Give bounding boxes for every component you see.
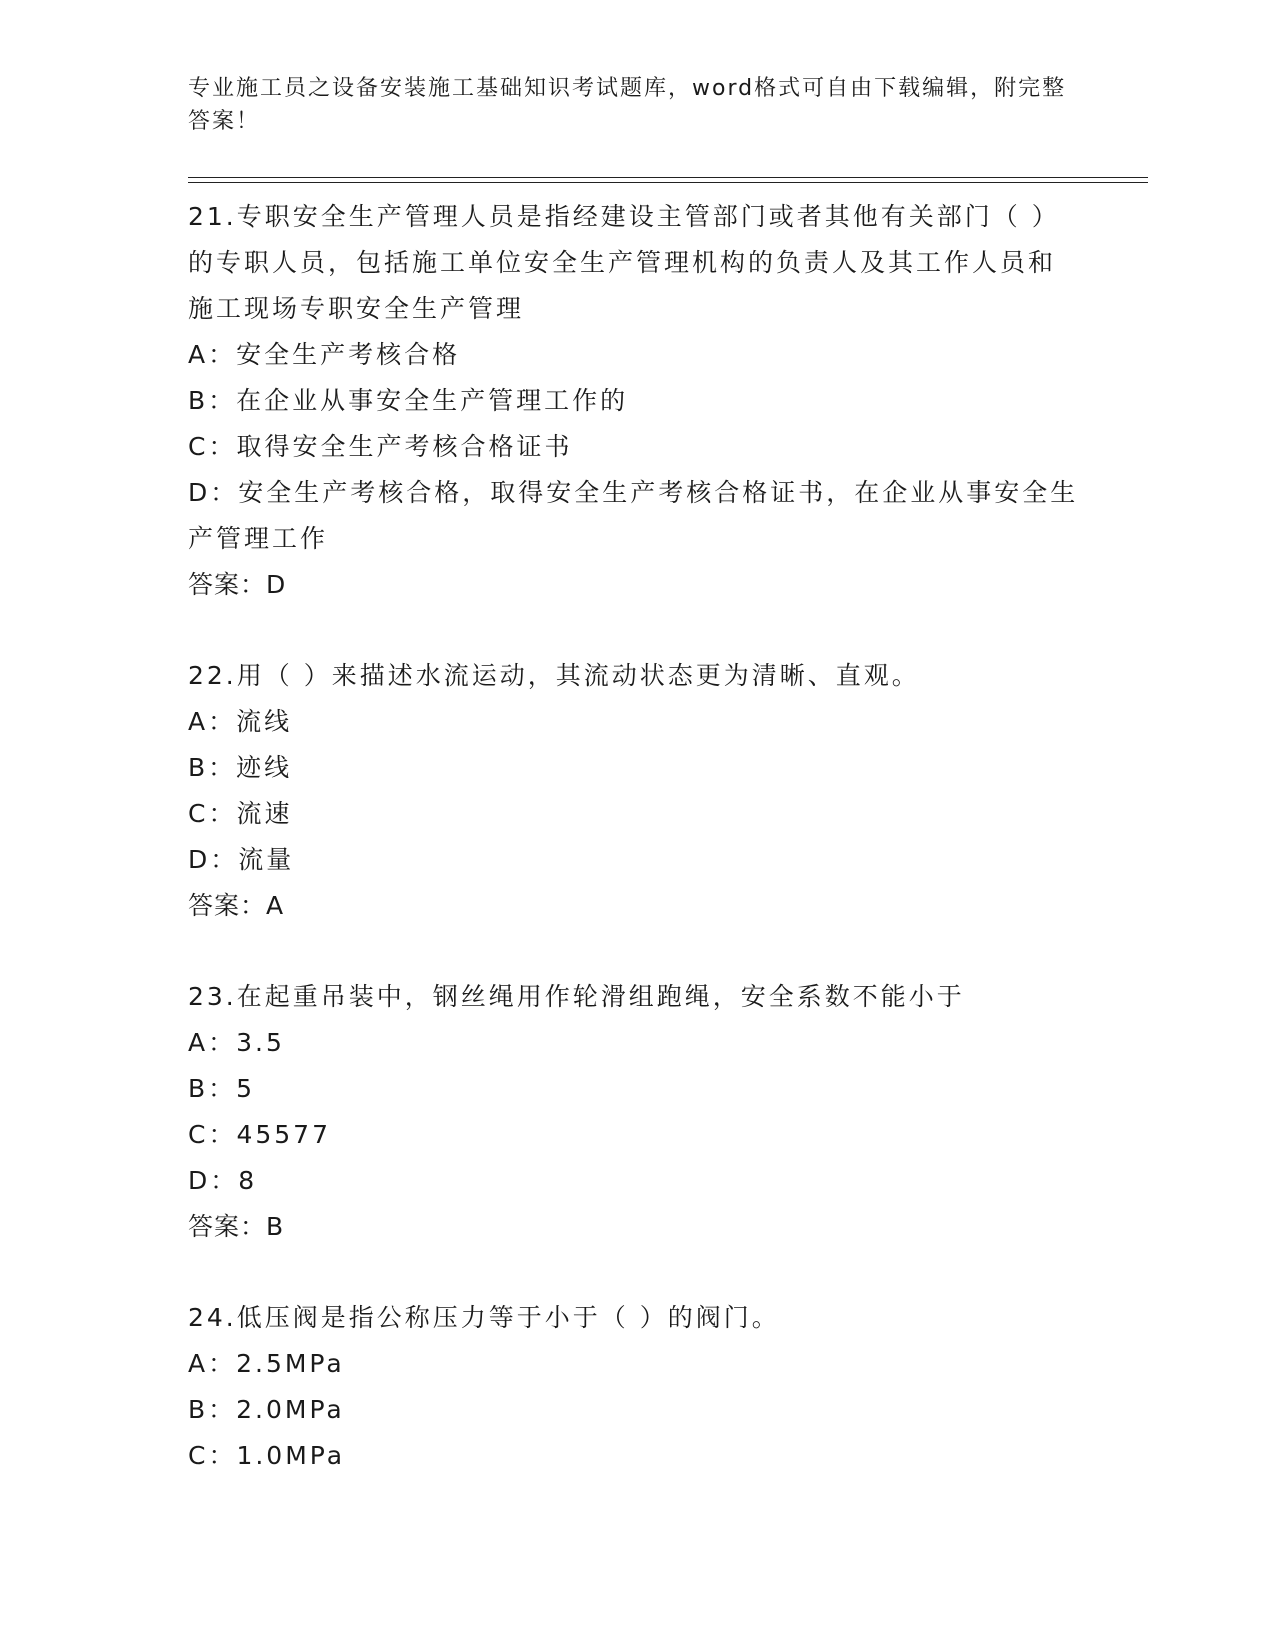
question-text: 23.在起重吊装中，钢丝绳用作轮滑组跑绳，安全系数不能小于	[188, 982, 965, 1011]
document-header	[188, 72, 1068, 138]
option-c: C：1.0MPa	[188, 1441, 346, 1470]
option-a: A：3.5	[188, 1028, 285, 1057]
answer-line: 答案：B	[188, 1212, 285, 1241]
answer-line: 答案：D	[188, 570, 287, 599]
option-b: B：2.0MPa	[188, 1395, 345, 1424]
option-b: B：迹线	[188, 753, 293, 782]
header-divider-bottom	[188, 182, 1148, 183]
question-23	[188, 974, 1088, 1250]
option-b: B：5	[188, 1074, 256, 1103]
question-text: 24.低压阀是指公称压力等于小于（ ）的阀门。	[188, 1303, 780, 1332]
header-text: 专业施工员之设备安装施工基础知识考试题库，word格式可自由下载编辑，附完整答案！	[188, 76, 1067, 134]
question-22	[188, 653, 1088, 929]
header-divider-top	[188, 177, 1148, 178]
question-list	[188, 194, 1088, 1524]
option-c: C：取得安全生产考核合格证书	[188, 432, 573, 461]
option-c: C：流速	[188, 799, 293, 828]
question-24	[188, 1295, 1088, 1479]
option-a: A：安全生产考核合格	[188, 340, 461, 369]
answer-line: 答案：A	[188, 891, 285, 920]
option-c: C：45577	[188, 1120, 331, 1149]
option-d: D：安全生产考核合格，取得安全生产考核合格证书，在企业从事安全生产管理工作	[188, 478, 1079, 553]
option-d: D：流量	[188, 845, 295, 874]
option-a: A：2.5MPa	[188, 1349, 345, 1378]
option-b: B：在企业从事安全生产管理工作的	[188, 386, 629, 415]
question-21	[188, 194, 1088, 608]
question-text: 21.专职安全生产管理人员是指经建设主管部门或者其他有关部门（ ）的专职人员，包括施工单位安全生产管理机构的负责人及其工作人员和施工现场专职安全生产管理	[188, 202, 1060, 323]
option-a: A：流线	[188, 707, 293, 736]
question-text: 22.用（ ）来描述水流运动，其流动状态更为清晰、直观。	[188, 661, 920, 690]
option-d: D：8	[188, 1166, 258, 1195]
